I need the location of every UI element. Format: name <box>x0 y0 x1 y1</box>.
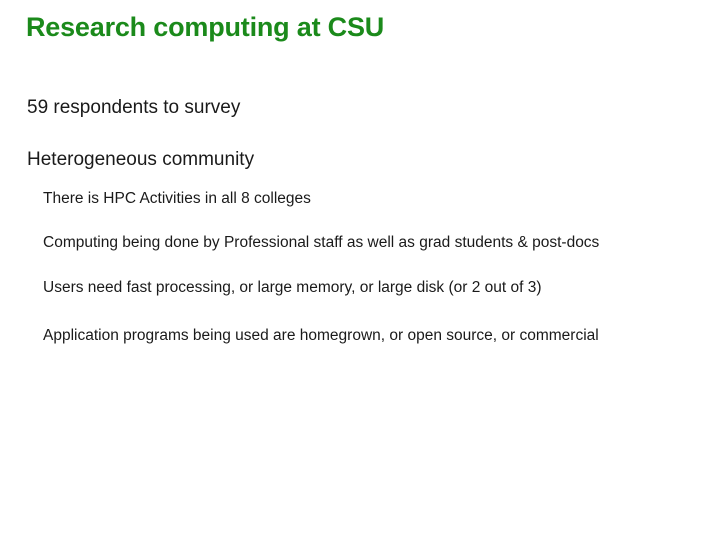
subbullet-computing-staff: Computing being done by Professional staff as well as grad students & post-docs <box>43 234 600 251</box>
subbullet-hpc-colleges: There is HPC Activities in all 8 colleges <box>43 190 311 207</box>
slide-title: Research computing at CSU <box>26 12 385 42</box>
bullet-heterogeneous-community: Heterogeneous community <box>27 149 255 170</box>
bullet-respondents: 59 respondents to survey <box>27 97 241 118</box>
subbullet-application-programs: Application programs being used are homegrown, or open source, or commercial <box>43 327 599 344</box>
subbullet-user-needs: Users need fast processing, or large memory, or large disk (or 2 out of 3) <box>43 279 542 296</box>
